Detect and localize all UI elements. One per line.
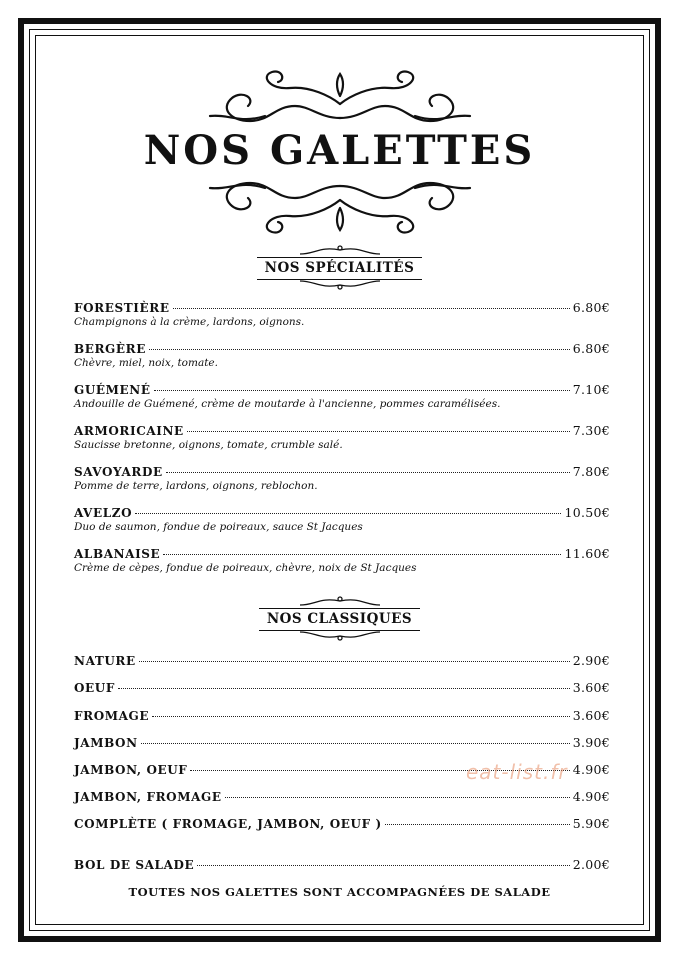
item-price: 6.80€	[572, 341, 610, 356]
menu-item	[74, 708, 610, 723]
menu-item	[74, 680, 610, 695]
dot-leader	[152, 716, 570, 717]
menu-item	[74, 464, 610, 492]
footer-note: TOUTES NOS GALETTES SONT ACCOMPAGNÉES DE SALADE	[128, 885, 551, 899]
item-price: 7.80€	[572, 464, 610, 479]
dot-leader	[173, 308, 570, 309]
section-classiques-header	[0, 608, 679, 631]
dot-leader	[135, 513, 561, 514]
menu-item	[74, 816, 610, 831]
watermark: eat-list.fr	[466, 760, 568, 784]
item-price: 10.50€	[564, 505, 610, 520]
dot-leader	[166, 472, 570, 473]
small-flourish-icon	[295, 244, 385, 256]
item-name: GUÉMENÉ	[74, 383, 151, 397]
item-description: Chèvre, miel, noix, tomate.	[74, 357, 218, 369]
item-name: FORESTIÈRE	[74, 301, 170, 315]
menu-item	[74, 546, 610, 574]
item-name: JAMBON, FROMAGE	[74, 790, 222, 804]
item-price: 7.30€	[572, 423, 610, 438]
item-name: JAMBON, OEUF	[74, 763, 188, 777]
dot-leader	[118, 688, 570, 689]
menu-item	[74, 735, 610, 750]
item-name: BOL DE SALADE	[74, 858, 195, 872]
dot-leader	[149, 349, 570, 350]
dot-leader	[225, 797, 570, 798]
item-price: 3.60€	[572, 680, 610, 695]
menu-item	[74, 653, 610, 668]
flourish-bottom-ornament	[190, 178, 490, 238]
item-price: 3.60€	[572, 708, 610, 723]
item-price: 3.90€	[572, 735, 610, 750]
dot-leader	[163, 554, 561, 555]
dot-leader	[187, 431, 570, 432]
item-price: 5.90€	[572, 816, 610, 831]
item-price: 4.90€	[572, 789, 610, 804]
dot-leader	[141, 743, 570, 744]
dot-leader	[385, 824, 570, 825]
menu-item	[74, 423, 610, 451]
item-name: ALBANAISE	[74, 547, 161, 561]
item-name: AVELZO	[74, 506, 133, 520]
dot-leader	[197, 865, 569, 866]
item-price: 7.10€	[572, 382, 610, 397]
item-name: ARMORICAINE	[74, 424, 184, 438]
small-flourish-icon	[295, 279, 385, 291]
item-name: SAVOYARDE	[74, 465, 163, 479]
item-name: NATURE	[74, 654, 136, 668]
item-name: BERGÈRE	[74, 342, 146, 356]
dot-leader	[139, 661, 570, 662]
item-description: Saucisse bretonne, oignons, tomate, crumble salé.	[74, 439, 343, 451]
item-price: 4.90€	[572, 762, 610, 777]
small-flourish-icon	[295, 630, 385, 642]
item-description: Pomme de terre, lardons, oignons, reblochon.	[74, 480, 318, 492]
menu-item	[74, 382, 610, 410]
section-specialites-header	[0, 257, 679, 280]
item-name: FROMAGE	[74, 709, 150, 723]
item-description: Champignons à la crème, lardons, oignons.	[74, 316, 305, 328]
section-title: NOS SPÉCIALITÉS	[257, 257, 423, 280]
item-price: 6.80€	[572, 300, 610, 315]
item-price: 11.60€	[564, 546, 610, 561]
menu-item	[74, 341, 610, 369]
item-name: COMPLÈTE ( FROMAGE, JAMBON, OEUF )	[74, 817, 382, 831]
dot-leader	[154, 390, 570, 391]
item-name: JAMBON	[74, 736, 138, 750]
section-title: NOS CLASSIQUES	[259, 608, 420, 631]
item-description: Andouille de Guémené, crème de moutarde à l'ancienne, pommes caramélisées.	[74, 398, 501, 410]
menu-item	[74, 857, 610, 872]
menu-item	[74, 505, 610, 533]
item-name: OEUF	[74, 681, 115, 695]
menu-title: NOS GALETTES	[143, 127, 536, 174]
flourish-top-ornament	[190, 66, 490, 126]
menu-item	[74, 789, 610, 804]
item-price: 2.00€	[572, 857, 610, 872]
item-price: 2.90€	[572, 653, 610, 668]
small-flourish-icon	[295, 595, 385, 607]
menu-item	[74, 300, 610, 328]
item-description: Duo de saumon, fondue de poireaux, sauce St Jacques	[74, 521, 363, 533]
item-description: Crème de cèpes, fondue de poireaux, chèvre, noix de St Jacques	[74, 562, 417, 574]
